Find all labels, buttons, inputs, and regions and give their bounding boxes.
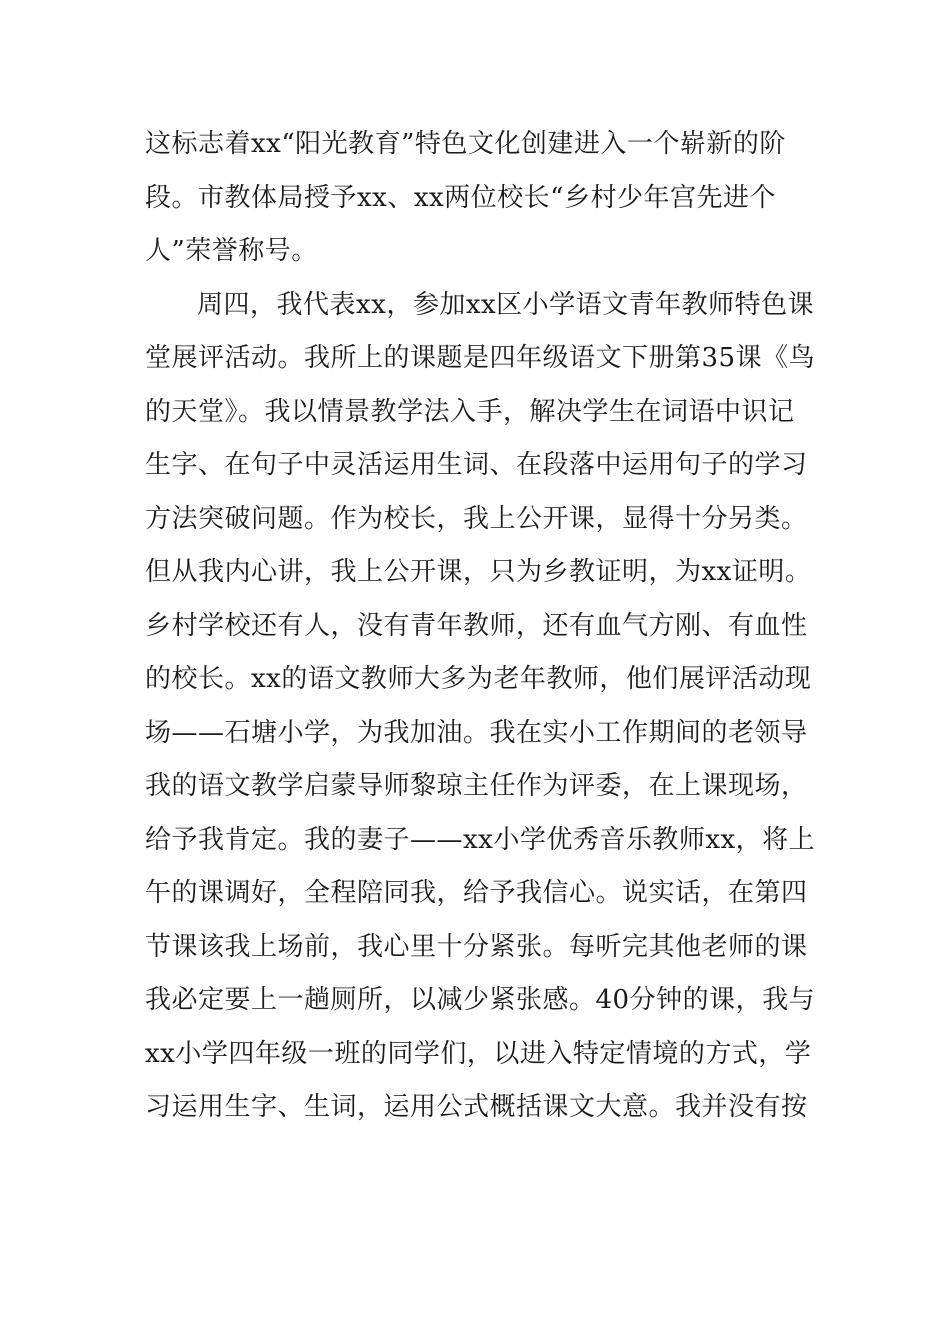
text-line: 生字、在句子中灵活运用生词、在段落中运用句子的学习 <box>145 450 808 480</box>
text-line: 堂展评活动。我所上的课题是四年级语文下册第35课《鸟 <box>145 343 816 373</box>
text-line: 但从我内心讲，我上公开课，只为乡教证明，为xx证明。 <box>145 557 812 587</box>
text-line: 给予我肯定。我的妻子——xx小学优秀音乐教师xx，将上 <box>145 824 816 855</box>
text-line: 的天堂》。我以情景教学法入手，解决学生在词语中识记 <box>145 396 795 427</box>
paragraph-2 <box>145 279 816 1135</box>
text-line: 段。市教体局授予xx、xx两位校长“乡村少年宫先进个 <box>145 182 776 213</box>
text-line: 节课该我上场前，我心里十分紧张。每听完其他老师的课 <box>145 931 808 962</box>
text-line: 的校长。xx的语文教师大多为老年教师，他们展评活动现 <box>145 664 812 694</box>
text-line: 方法突破问题。作为校长，我上公开课，显得十分另类。 <box>145 503 808 534</box>
text-line: 周四，我代表xx，参加xx区小学语文青年教师特色课 <box>197 289 815 320</box>
text-line: 午的课调好，全程陪同我，给予我信心。说实话，在第四 <box>145 878 808 908</box>
text-line: 我的语文教学启蒙导师黎琼主任作为评委，在上课现场， <box>145 771 808 801</box>
text-line: 乡村学校还有人，没有青年教师，还有血气方刚、有血性 <box>145 610 808 641</box>
document-body <box>145 118 816 1135</box>
text-line: 我必定要上一趟厕所，以减少紧张感。40分钟的课，我与 <box>145 985 816 1015</box>
text-line: 场——石塘小学，为我加油。我在实小工作期间的老领导 <box>145 717 808 748</box>
text-line: xx小学四年级一班的同学们，以进入特定情境的方式，学 <box>145 1038 812 1069</box>
text-line: 人”荣誉称号。 <box>145 236 318 266</box>
paragraph-1 <box>145 118 810 279</box>
text-line: 这标志着xx“阳光教育”特色文化创建进入一个崭新的阶 <box>145 129 786 159</box>
text-line: 习运用生字、生词，运用公式概括课文大意。我并没有按 <box>145 1092 808 1122</box>
